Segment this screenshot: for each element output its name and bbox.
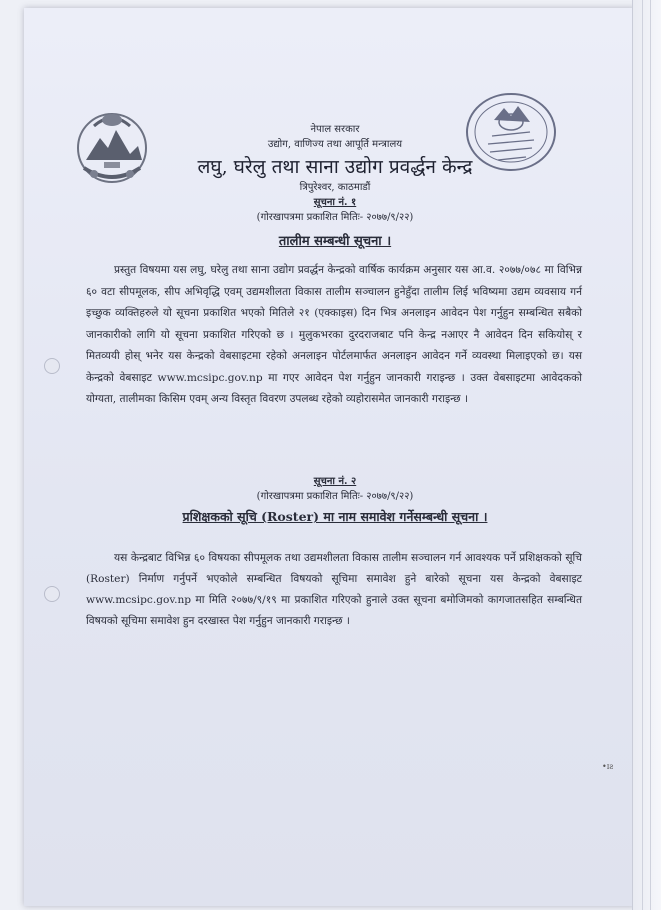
notice-body: यस केन्द्रबाट विभिन्न ६० विषयका सीपमूलक तथा उद्यमशीलता विकास तालीम सञ्चालन गर्न आवश्यक पर्ने प्रशिक्षकको सूचि (Roster) निर्माण गर्नुपर्ने भएकोले सम्बन्धित विषयको सूचिमा समावेश हुने बारेको सूचना यस केन्द्रको वेबसाइट www.mcsipc.gov.np मा मिति २०७७/९/१९ मा प्रकाशित गरिएको हुनाले उक्त सूचना बमोजिमको कागजातसहित सम्बन्धित विषयको सूचिमा समावेश हुन दरखास्त पेश गर्नुहुन जानकारी गराइन्छ ।	[86, 552, 582, 627]
ministry-name: उद्योग, वाणिज्य तथा आपूर्ति मन्त्रालय	[267, 139, 403, 150]
published-date: (गोरखापत्रमा प्रकाशित मितिः- २०७७/९/२२)	[256, 491, 414, 502]
government-name: नेपाल सरकार	[310, 124, 360, 135]
notice-number: सूचना नं. २	[313, 476, 357, 487]
notice2-header	[150, 474, 520, 525]
paper-edge	[632, 0, 661, 910]
notice-number: सूचना नं. १	[313, 197, 357, 208]
punch-hole	[44, 358, 60, 374]
notice-heading: प्रशिक्षकको सूचि (Roster) मा नाम समावेश गर्नेसम्बन्धी सूचना ।	[182, 509, 488, 524]
notice-body: प्रस्तुत विषयमा यस लघु, घरेलु तथा साना उद्योग प्रवर्द्धन केन्द्रको वार्षिक कार्यक्रम अनुसार यस आ.व. २०७७/०७८ मा विभिन्न ६० वटा सीपमूलक, सीप अभिवृद्धि एवम् उद्यमशीलता विकास तालीम सञ्चालन हुनेहुँदा तालीम लिई भविष्यमा उद्यम व्यवसाय गर्न इच्छुक व्यक्तिहरुले यो सूचना प्रकाशित भएको मितिले २१ (एक्काइस) दिन भित्र अनलाइन आवेदन पेश गर्नुहुन सम्बन्धित सबैको जानकारीको लागि यो सूचना प्रकाशित गरिएको छ । मुलुकभरका दुरदराजबाट पनि केन्द्र नआएर नै आवेदन दिन सकियोस् र मितव्ययी होस् भनेर यस केन्द्रको वेबसाइटमा रहेको अनलाइन पोर्टलमार्फत अनलाइन आवेदन गर्ने व्यवस्था मिलाइएको छ। यस केन्द्रको वेबसाइट www.mcsipc.gov.np मा गएर आवेदन पेश गर्नुहुन जानकारी गराइन्छ । उक्त वेबसाइटमा आवेदकको योग्यता, तालीमका किसिम एवम् अन्य विस्तृत विवरण उपलब्ध रहेको व्यहोरासमेत जानकारी गराइन्छ ।	[86, 264, 582, 405]
paper-edge-line	[650, 0, 651, 910]
page-mark: •ɪƨ	[602, 762, 614, 771]
nepal-emblem-icon	[64, 98, 160, 194]
punch-hole	[44, 586, 60, 602]
office-title: लघु, घरेलु तथा साना उद्योग प्रवर्द्धन केन्द्र	[197, 156, 473, 178]
published-date: (गोरखापत्रमा प्रकाशित मितिः- २०७७/९/२२)	[256, 212, 414, 223]
paper-edge-line	[642, 0, 643, 910]
office-location: त्रिपुरेश्वर, काठमाडौं	[299, 182, 371, 193]
notice-header	[150, 122, 520, 249]
notice-heading: तालीम सम्बन्धी सूचना ।	[278, 234, 392, 249]
